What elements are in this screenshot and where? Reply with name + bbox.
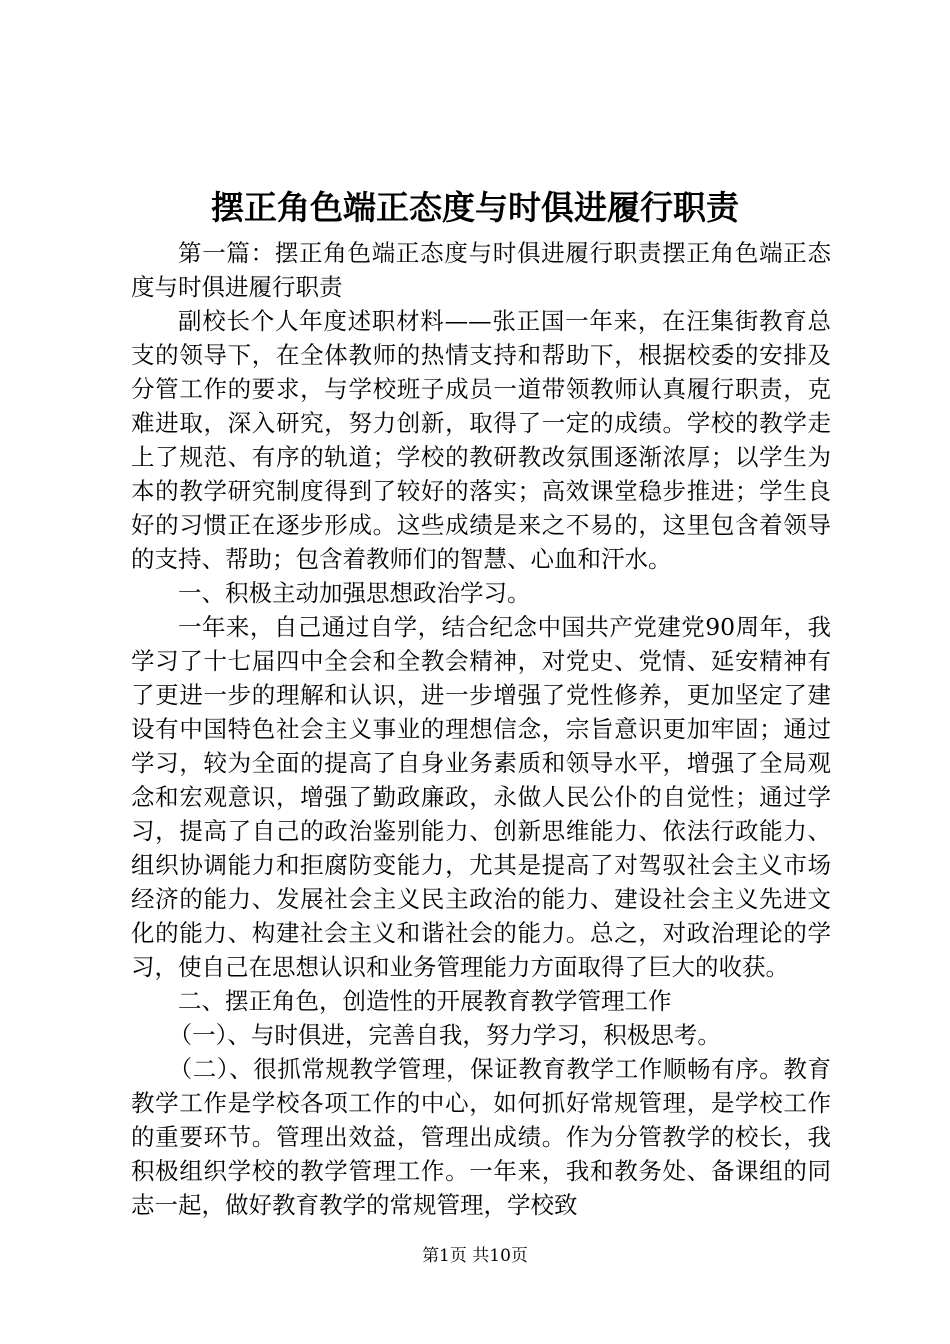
paragraph-intro: 副校长个人年度述职材料——张正国一年来，在汪集街教育总支的领导下，在全体教师的热情支持和帮助下，根据校委的安排及分管工作的要求，与学校班子成员一道带领教师认真履行职责，克难进取，深入研究，努力创新，取得了一定的成绩。学校的教学走上了规范、有序的轨道；学校的教研教改氛围逐渐浓厚；以学生为本的教学研究制度得到了较好的落实；高效课堂稳步推进；学生良好的习惯正在逐步形成。这些成绩是来之不易的，这里包含着领导的支持、帮助；包含着教师们的智慧、心血和汗水。 [131, 307, 831, 573]
paragraph-political-study: 一年来，自己通过自学，结合纪念中国共产党建党90周年，我学习了十七届四中全会和全教会精神，对党史、党情、延安精神有了更进一步的理解和认识，进一步增强了党性修养，更加坚定了建设有中国特色社会主义事业的理想信念，宗旨意识更加牢固；通过学习，较为全面的提高了自身业务素质和领导水平，增强了全局观念和宏观意识，增强了勤政廉政，永做人民公仆的自觉性；通过学习，提高了自己的政治鉴别能力、创新思维能力、依法行政能力、组织协调能力和拒腐防变能力，尤其是提高了对驾驭社会主义市场经济的能力、发展社会主义民主政治的能力、建设社会主义先进文化的能力、构建社会主义和谐社会的能力。总之，对政治理论的学习，使自己在思想认识和业务管理能力方面取得了巨大的收获。 [131, 613, 831, 981]
document-body [131, 236, 831, 1222]
subheading-self-improvement: （一）、与时俱进，完善自我，努力学习，积极思考。 [168, 1021, 721, 1049]
page-title: 摆正角色端正态度与时俱进履行职责 [211, 188, 739, 227]
paragraph-section-heading: 第一篇：摆正角色端正态度与时俱进履行职责摆正角色端正态度与时俱进履行职责 [131, 239, 831, 301]
page-number-footer: 第1页 共10页 [422, 1246, 528, 1266]
heading-political-study: 一、积极主动加强思想政治学习。 [178, 579, 531, 607]
heading-role: 二、摆正角色，创造性的开展教育教学管理工作 [178, 987, 672, 1015]
paragraph-routine-management: （二）、很抓常规教学管理，保证教育教学工作顺畅有序。教育教学工作是学校各项工作的中心，如何抓好常规管理，是学校工作的重要环节。管理出效益，管理出成绩。作为分管教学的校长，我积极组织学校的教学管理工作。一年来，我和教务处、备课组的同志一起，做好教育教学的常规管理，学校致 [131, 1055, 831, 1219]
